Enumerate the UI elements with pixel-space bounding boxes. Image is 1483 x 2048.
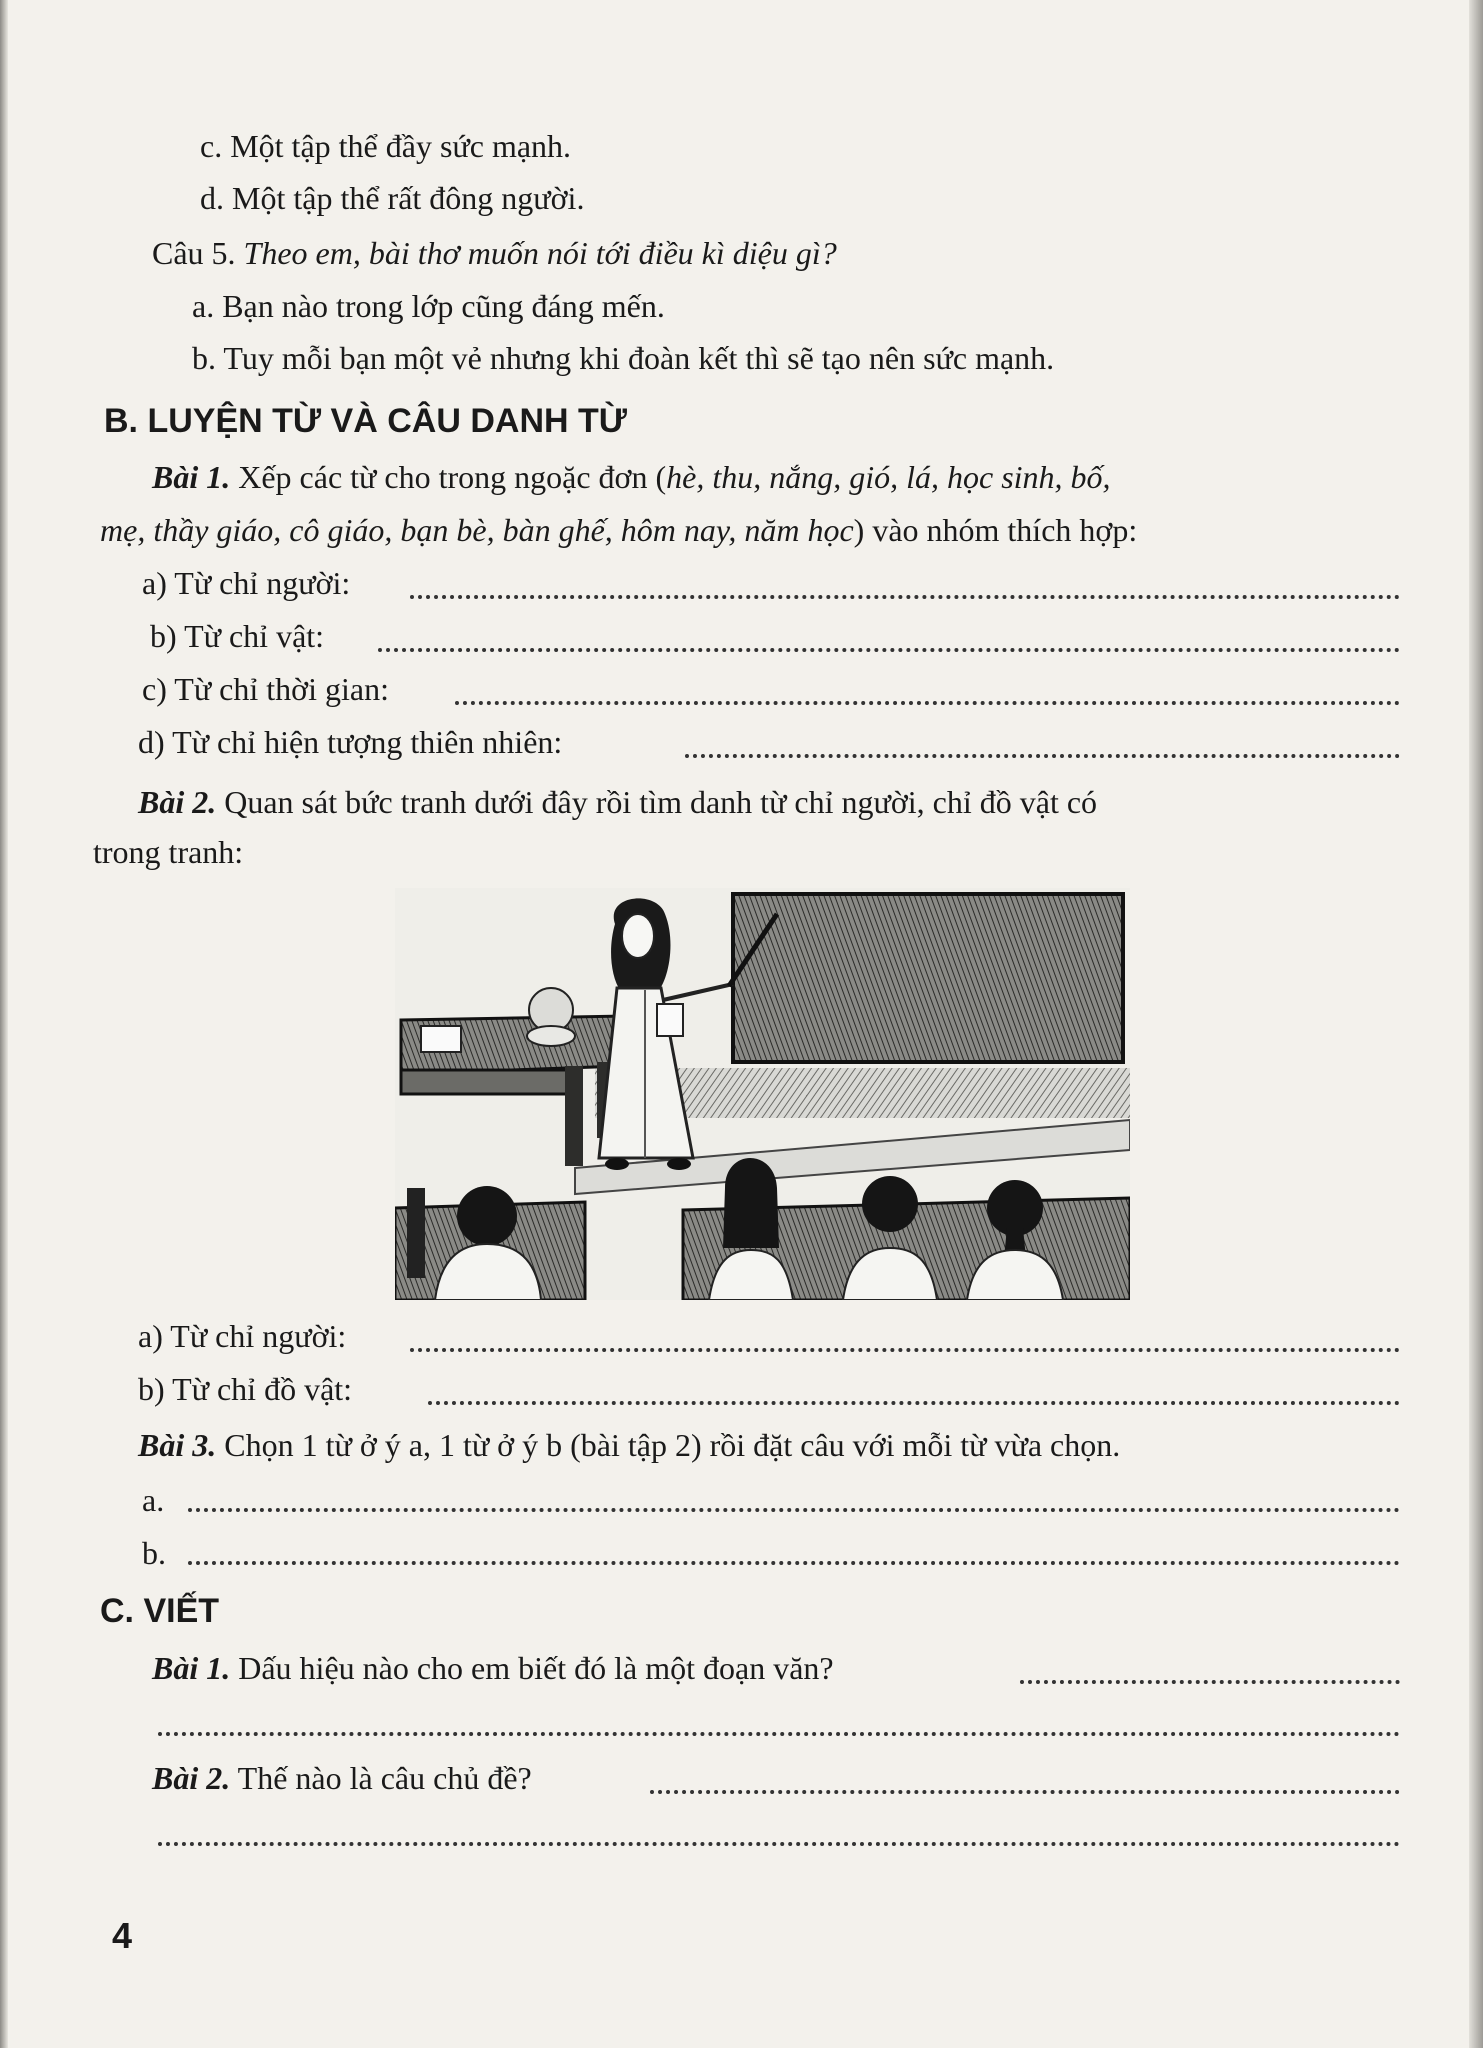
option-c: c. Một tập thể đầy sức mạnh. xyxy=(200,128,572,164)
c-bai1-label: Bài 1. xyxy=(152,1650,231,1686)
b-bai2-line2: trong tranh: xyxy=(93,834,244,870)
b-bai1-text2: ) vào nhóm thích hợp: xyxy=(853,512,1138,548)
b-bai2-b-answer-line[interactable] xyxy=(428,1401,1400,1405)
c-bai1-text: Dấu hiệu nào cho em biết đó là một đoạn văn? xyxy=(238,1650,834,1686)
b-bai1-c-answer-line[interactable] xyxy=(455,701,1400,705)
b-bai1-b-answer-line[interactable] xyxy=(378,648,1400,652)
section-b-heading: B. LUYỆN TỪ VÀ CÂU DANH TỪ xyxy=(104,402,627,440)
page-edge-shadow-right xyxy=(1469,0,1483,2048)
question-5-text: Theo em, bài thơ muốn nói tới điều kì diệu gì? xyxy=(243,235,837,271)
b-bai2-label: Bài 2. xyxy=(138,784,217,820)
b-bai1-a-answer-line[interactable] xyxy=(410,595,1400,599)
b-bai3-line xyxy=(138,1425,1120,1465)
b-bai1-words2: mẹ, thầy giáo, cô giáo, bạn bè, bàn ghế, hôm nay, năm học xyxy=(100,512,854,548)
b-bai2-a-label: a) Từ chỉ người: xyxy=(138,1318,347,1354)
c-bai1-line xyxy=(152,1648,834,1688)
b-bai2-text1: Quan sát bức tranh dưới đây rồi tìm danh từ chỉ người, chỉ đồ vật có xyxy=(224,784,1098,820)
question-5 xyxy=(152,233,837,273)
c-bai2-answer-line-1[interactable] xyxy=(650,1790,1400,1794)
c-bai2-answer-line-2[interactable] xyxy=(158,1842,1400,1846)
question-5-label: Câu 5. xyxy=(152,235,236,271)
b-bai2-b-label: b) Từ chỉ đồ vật: xyxy=(138,1371,353,1407)
b-bai1-b-label: b) Từ chỉ vật: xyxy=(150,618,325,654)
page-edge-shadow-left xyxy=(0,0,8,2048)
b-bai1-d-answer-line[interactable] xyxy=(685,754,1400,758)
b-bai1-line1 xyxy=(152,457,1111,497)
b-bai1-words1: hè, thu, nắng, gió, lá, học sinh, bố, xyxy=(666,459,1111,495)
b-bai2-a-answer-line[interactable] xyxy=(410,1348,1400,1352)
b-bai2-line1 xyxy=(138,782,1097,822)
b-bai3-b-label: b. xyxy=(142,1535,166,1571)
b-bai1-a-label: a) Từ chỉ người: xyxy=(142,565,351,601)
b-bai3-label: Bài 3. xyxy=(138,1427,217,1463)
c-bai2-text: Thế nào là câu chủ đề? xyxy=(237,1760,532,1796)
c-bai2-label: Bài 2. xyxy=(152,1760,231,1796)
section-c-heading: C. VIẾT xyxy=(100,1592,220,1630)
blackboard-icon xyxy=(733,894,1123,1062)
b-bai3-text: Chọn 1 từ ở ý a, 1 từ ở ý b (bài tập 2) rồi đặt câu với mỗi từ vừa chọn. xyxy=(224,1427,1121,1463)
b-bai3-b-answer-line[interactable] xyxy=(188,1561,1400,1565)
c-bai1-answer-line-1[interactable] xyxy=(1020,1680,1400,1684)
b-bai1-text1: Xếp các từ cho trong ngoặc đơn ( xyxy=(238,459,667,495)
page-number: 4 xyxy=(112,1915,133,1956)
b-bai3-a-answer-line[interactable] xyxy=(188,1508,1400,1512)
b-bai1-label: Bài 1. xyxy=(152,459,231,495)
option-b: b. Tuy mỗi bạn một vẻ nhưng khi đoàn kết thì sẽ tạo nên sức mạnh. xyxy=(192,340,1055,376)
option-a: a. Bạn nào trong lớp cũng đáng mến. xyxy=(192,288,665,324)
option-d: d. Một tập thể rất đông người. xyxy=(200,180,585,216)
b-bai1-line2 xyxy=(100,510,1137,550)
c-bai1-answer-line-2[interactable] xyxy=(158,1732,1400,1736)
b-bai1-c-label: c) Từ chỉ thời gian: xyxy=(142,671,389,707)
c-bai2-line xyxy=(152,1758,532,1798)
b-bai1-d-label: d) Từ chỉ hiện tượng thiên nhiên: xyxy=(138,724,563,760)
classroom-illustration xyxy=(395,888,1130,1300)
b-bai3-a-label: a. xyxy=(142,1482,165,1518)
